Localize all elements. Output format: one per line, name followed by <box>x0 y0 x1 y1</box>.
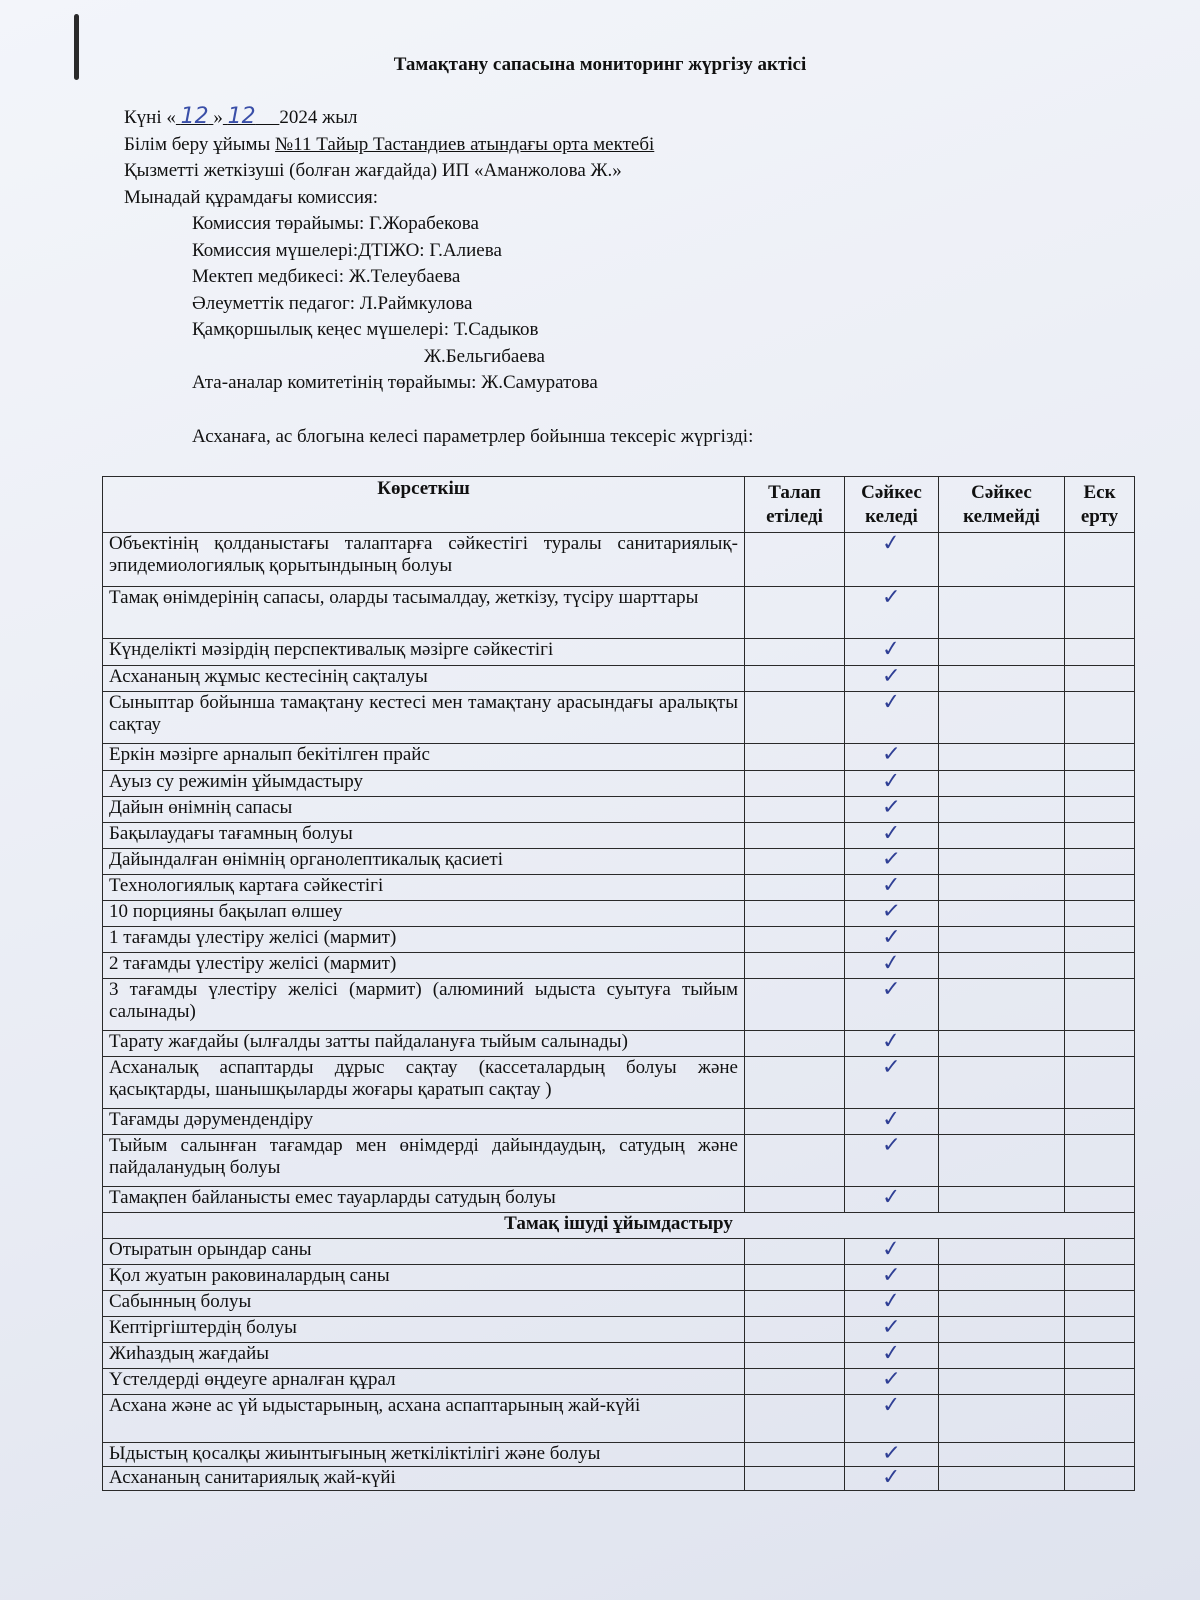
check-mark-icon: ✓ <box>882 872 901 899</box>
compliant-cell <box>845 689 939 744</box>
table-body-dining <box>103 1236 1135 1491</box>
note-cell <box>1065 639 1135 666</box>
check-mark-icon: ✓ <box>882 976 901 1003</box>
table-row <box>103 1239 1135 1265</box>
check-mark-icon: ✓ <box>882 925 901 950</box>
noncompliant-cell <box>939 875 1065 901</box>
check-mark-icon: ✓ <box>881 741 902 768</box>
indicator-cell: Бақылаудағы тағамның болуы <box>103 823 745 849</box>
indicator-cell: Дайын өнімнің сапасы <box>103 797 745 823</box>
date-month: 12 <box>227 104 256 129</box>
required-cell <box>745 1109 845 1135</box>
table-row <box>103 533 1135 587</box>
table-row <box>103 1369 1135 1395</box>
required-cell <box>745 1187 845 1213</box>
required-cell <box>745 666 845 692</box>
supplier-line: Қызметті жеткізуші (болған жағдайда) ИП «Аманжолова Ж.» <box>124 160 622 181</box>
indicator-cell: Асхананың жұмыс кестесінің сақталуы <box>103 666 745 692</box>
noncompliant-cell <box>939 1443 1065 1467</box>
noncompliant-cell <box>939 1291 1065 1317</box>
check-mark-icon: ✓ <box>881 794 902 821</box>
note-cell <box>1065 823 1135 849</box>
indicator-cell: 2 тағамды үлестіру желісі (мармит) <box>103 953 745 979</box>
table-row <box>103 849 1135 875</box>
compliant-cell <box>845 846 939 875</box>
check-mark-icon: ✓ <box>881 1184 902 1211</box>
noncompliant-cell <box>939 901 1065 927</box>
noncompliant-cell <box>939 1395 1065 1443</box>
section-title: Тамақ ішуді ұйымдастыру <box>103 1213 1135 1239</box>
noncompliant-cell <box>939 744 1065 771</box>
indicator-cell: Кептіргіштердің болуы <box>103 1317 745 1343</box>
indicator-cell: 10 порцияны бақылап өлшеу <box>103 901 745 927</box>
compliant-cell <box>845 1314 939 1343</box>
compliant-cell <box>845 872 939 901</box>
note-cell <box>1065 927 1135 953</box>
header-block <box>124 104 654 397</box>
note-cell <box>1065 901 1135 927</box>
commission-intro: Мынадай құрамдағы комиссия: <box>124 186 379 208</box>
noncompliant-cell <box>939 1057 1065 1109</box>
table-row <box>103 1443 1135 1467</box>
noncompliant-cell <box>939 1369 1065 1395</box>
col-note: Еск ерту <box>1065 477 1135 533</box>
noncompliant-cell <box>939 1317 1065 1343</box>
indicator-cell: Ыдыстың қосалқы жиынтығының жеткіліктілігі және болуы <box>103 1443 745 1467</box>
required-cell <box>745 875 845 901</box>
noncompliant-cell <box>939 953 1065 979</box>
required-cell <box>745 587 845 639</box>
compliant-cell <box>845 530 939 587</box>
col-noncompliant: Сәйкес келмейді <box>939 477 1065 533</box>
table-row <box>103 1031 1135 1057</box>
noncompliant-cell <box>939 1239 1065 1265</box>
table-row <box>103 744 1135 771</box>
table-row <box>103 692 1135 744</box>
check-mark-icon: ✓ <box>881 820 902 847</box>
note-cell <box>1065 797 1135 823</box>
org-value: №11 Тайыр Тастандиев атындағы орта мектебі <box>275 133 655 155</box>
note-cell <box>1065 1369 1135 1395</box>
note-cell <box>1065 587 1135 639</box>
check-mark-icon: ✓ <box>881 689 902 716</box>
noncompliant-cell <box>939 1031 1065 1057</box>
parents-chair: Ата-аналар комитетінің төрайымы: Ж.Самуратова <box>192 372 598 393</box>
org-label: Білім беру ұйымы <box>124 133 276 155</box>
section-row <box>103 1213 1135 1239</box>
indicator-cell: 1 тағамды үлестіру желісі (мармит) <box>103 927 745 953</box>
required-cell <box>745 1343 845 1369</box>
note-cell <box>1065 875 1135 901</box>
table-header-row <box>103 477 1135 533</box>
check-mark-icon: ✓ <box>881 1464 902 1491</box>
indicator-cell: Ауыз су режимін ұйымдастыру <box>103 771 745 797</box>
check-mark-icon: ✓ <box>881 636 902 663</box>
commission-members: Комиссия мүшелері:ДТІЖО: Г.Алиева <box>192 239 502 261</box>
table-row <box>103 771 1135 797</box>
noncompliant-cell <box>939 1187 1065 1213</box>
monitoring-table <box>102 476 1135 1491</box>
table-row <box>103 1317 1135 1343</box>
table-row <box>103 797 1135 823</box>
compliant-cell <box>845 1184 939 1213</box>
required-cell <box>745 927 845 953</box>
indicator-cell: Технологиялық картаға сәйкестігі <box>103 875 745 901</box>
indicator-cell: Дайындалған өнімнің органолептикалық қасиеті <box>103 849 745 875</box>
compliant-cell <box>845 950 939 979</box>
note-cell <box>1065 1239 1135 1265</box>
social-pedagogue: Әлеуметтік педагог: Л.Раймкулова <box>192 292 473 314</box>
required-cell <box>745 1057 845 1109</box>
check-mark-icon: ✓ <box>881 1054 902 1081</box>
note-cell <box>1065 1395 1135 1443</box>
required-cell <box>745 771 845 797</box>
note-cell <box>1065 692 1135 744</box>
table-row <box>103 875 1135 901</box>
indicator-cell: Күнделікті мәзірдің перспективалық мәзірге сәйкестігі <box>103 639 745 666</box>
note-cell <box>1065 1031 1135 1057</box>
required-cell <box>745 901 845 927</box>
check-mark-icon: ✓ <box>881 1132 902 1159</box>
note-cell <box>1065 979 1135 1031</box>
noncompliant-cell <box>939 1265 1065 1291</box>
indicator-cell: Үстелдерді өңдеуге арналған құрал <box>103 1369 745 1395</box>
note-cell <box>1065 953 1135 979</box>
table-body-main <box>103 530 1135 1213</box>
table-row <box>103 639 1135 666</box>
indicator-cell: Асхананың санитариялық жай-күйі <box>103 1467 745 1491</box>
compliant-cell <box>845 1262 939 1291</box>
compliant-cell <box>845 584 939 639</box>
table-row <box>103 1135 1135 1187</box>
required-cell <box>745 533 845 587</box>
noncompliant-cell <box>939 1109 1065 1135</box>
required-cell <box>745 1395 845 1443</box>
noncompliant-cell <box>939 533 1065 587</box>
noncompliant-cell <box>939 823 1065 849</box>
table-row <box>103 587 1135 639</box>
compliant-cell <box>845 927 939 953</box>
date-year: 2024 жыл <box>279 107 358 128</box>
check-mark-icon: ✓ <box>881 1314 902 1341</box>
required-cell <box>745 797 845 823</box>
date-prefix: Күні « <box>124 107 176 128</box>
noncompliant-cell <box>939 639 1065 666</box>
indicator-cell: Тыйым салынған тағамдар мен өнімдерді дайындаудың, сатудың және пайдаланудың болуы <box>103 1135 745 1187</box>
compliant-cell <box>845 636 939 666</box>
compliant-cell <box>845 1392 939 1443</box>
col-indicator: Көрсеткіш <box>103 477 745 533</box>
noncompliant-cell <box>939 979 1065 1031</box>
table-row <box>103 666 1135 692</box>
table-row <box>103 1187 1135 1213</box>
compliant-cell <box>845 1236 939 1265</box>
indicator-cell: Тағамды дәрумендендіру <box>103 1109 745 1135</box>
check-mark-icon: ✓ <box>880 950 902 977</box>
required-cell <box>745 1369 845 1395</box>
note-cell <box>1065 1467 1135 1491</box>
required-cell <box>745 1291 845 1317</box>
check-mark-icon: ✓ <box>881 898 903 925</box>
required-cell <box>745 1467 845 1491</box>
check-mark-icon: ✓ <box>881 1106 902 1133</box>
date-day: 12 <box>180 104 209 129</box>
col-required: Талап етіледі <box>745 477 845 533</box>
col-compliant: Сәйкес келеді <box>845 477 939 533</box>
check-mark-icon: ✓ <box>882 1262 901 1289</box>
required-cell <box>745 1443 845 1467</box>
required-cell <box>745 1317 845 1343</box>
note-cell <box>1065 1291 1135 1317</box>
noncompliant-cell <box>939 771 1065 797</box>
noncompliant-cell <box>939 692 1065 744</box>
noncompliant-cell <box>939 1467 1065 1491</box>
table-row <box>103 901 1135 927</box>
noncompliant-cell <box>939 1343 1065 1369</box>
compliant-cell <box>845 1366 939 1395</box>
table-row <box>103 953 1135 979</box>
required-cell <box>745 1239 845 1265</box>
required-cell <box>745 823 845 849</box>
compliant-cell <box>845 1028 939 1057</box>
inspection-intro: Асханаға, ас блогына келесі параметрлер бойынша тексеріс жүргізді: <box>192 426 754 447</box>
indicator-cell: Жиһаздың жағдайы <box>103 1343 745 1369</box>
required-cell <box>745 953 845 979</box>
table-row <box>103 1395 1135 1443</box>
noncompliant-cell <box>939 587 1065 639</box>
table-row <box>103 927 1135 953</box>
document-title: Тамақтану сапасына мониторинг жүргізу актісі <box>393 54 807 75</box>
table-row <box>103 1467 1135 1491</box>
required-cell <box>745 692 845 744</box>
compliant-cell <box>845 1132 939 1187</box>
noncompliant-cell <box>939 927 1065 953</box>
check-mark-icon: ✓ <box>882 584 901 611</box>
compliant-cell <box>845 1106 939 1135</box>
school-nurse: Мектеп медбикесі: Ж.Телеубаева <box>192 266 461 287</box>
table-row <box>103 1057 1135 1109</box>
commission-chair: Комиссия төрайымы: Г.Жорабекова <box>192 213 479 234</box>
note-cell <box>1065 744 1135 771</box>
check-mark-icon: ✓ <box>881 1440 902 1467</box>
note-cell <box>1065 1343 1135 1369</box>
compliant-cell <box>845 768 939 797</box>
table-row <box>103 1291 1135 1317</box>
table-section <box>103 1213 1135 1239</box>
table-row <box>103 979 1135 1031</box>
indicator-cell: Асханалық аспаптарды дұрыс сақтау (кассеталардың болуы және қасықтарды, шанышқыларды жоғары қаратып сақтау ) <box>103 1057 745 1109</box>
indicator-cell: Еркін мәзірге арналып бекітілген прайс <box>103 744 745 771</box>
note-cell <box>1065 666 1135 692</box>
check-mark-icon: ✓ <box>880 1236 902 1263</box>
compliant-cell <box>845 1340 939 1369</box>
indicator-cell: Қол жуатын раковиналардың саны <box>103 1265 745 1291</box>
compliant-cell <box>845 1440 939 1467</box>
compliant-cell <box>845 898 939 927</box>
compliant-cell <box>845 976 939 1031</box>
check-mark-icon: ✓ <box>881 663 902 690</box>
date-mid: » <box>213 107 223 128</box>
check-mark-icon: ✓ <box>881 1028 902 1055</box>
note-cell <box>1065 1187 1135 1213</box>
compliant-cell <box>845 663 939 692</box>
table-row <box>103 1109 1135 1135</box>
noncompliant-cell <box>939 666 1065 692</box>
compliant-cell <box>845 1054 939 1109</box>
indicator-cell: Сабынның болуы <box>103 1291 745 1317</box>
table-row <box>103 1265 1135 1291</box>
indicator-cell: Тамақ өнімдерінің сапасы, оларды тасымалдау, жеткізу, түсіру шарттары <box>103 587 745 639</box>
required-cell <box>745 1135 845 1187</box>
required-cell <box>745 639 845 666</box>
check-mark-icon: ✓ <box>881 1288 902 1315</box>
check-mark-icon: ✓ <box>881 768 902 795</box>
indicator-cell: 3 тағамды үлестіру желісі (мармит) (алюминий ыдыста суытуға тыйым салынады) <box>103 979 745 1031</box>
note-cell <box>1065 1135 1135 1187</box>
noncompliant-cell <box>939 849 1065 875</box>
required-cell <box>745 849 845 875</box>
note-cell <box>1065 849 1135 875</box>
compliant-cell <box>845 820 939 849</box>
note-cell <box>1065 771 1135 797</box>
check-mark-icon: ✓ <box>880 530 902 557</box>
check-mark-icon: ✓ <box>881 1366 902 1393</box>
check-mark-icon: ✓ <box>881 1392 902 1419</box>
note-cell <box>1065 1109 1135 1135</box>
indicator-cell: Асхана және ас үй ыдыстарының, асхана аспаптарының жай-күйі <box>103 1395 745 1443</box>
indicator-cell: Тамақпен байланысты емес тауарларды сатудың болуы <box>103 1187 745 1213</box>
note-cell <box>1065 1057 1135 1109</box>
compliant-cell <box>845 1288 939 1317</box>
note-cell <box>1065 1265 1135 1291</box>
noncompliant-cell <box>939 797 1065 823</box>
required-cell <box>745 979 845 1031</box>
table-row <box>103 823 1135 849</box>
note-cell <box>1065 1317 1135 1343</box>
required-cell <box>745 1031 845 1057</box>
check-mark-icon: ✓ <box>881 1340 902 1367</box>
required-cell <box>745 744 845 771</box>
trustees-2: Ж.Бельгибаева <box>424 345 545 367</box>
compliant-cell <box>845 794 939 823</box>
org-line <box>124 132 654 159</box>
indicator-cell: Объектінің қолданыстағы талаптарға сәйкестігі туралы санитариялық-эпидемиологиялық қорытындының болуы <box>103 533 745 587</box>
compliant-cell <box>845 1464 939 1491</box>
noncompliant-cell <box>939 1135 1065 1187</box>
indicator-cell: Отыратын орындар саны <box>103 1239 745 1265</box>
trustees: Қамқоршылық кеңес мүшелері: Т.Садыков <box>192 319 539 340</box>
note-cell <box>1065 533 1135 587</box>
date-line <box>124 104 654 132</box>
note-cell <box>1065 1443 1135 1467</box>
required-cell <box>745 1265 845 1291</box>
table-row <box>103 1343 1135 1369</box>
indicator-cell: Сыныптар бойынша тамақтану кестесі мен тамақтану арасындағы аралықты сақтау <box>103 692 745 744</box>
compliant-cell <box>845 741 939 771</box>
indicator-cell: Тарату жағдайы (ылғалды затты пайдалануға тыйым салынады) <box>103 1031 745 1057</box>
check-mark-icon: ✓ <box>881 846 902 873</box>
